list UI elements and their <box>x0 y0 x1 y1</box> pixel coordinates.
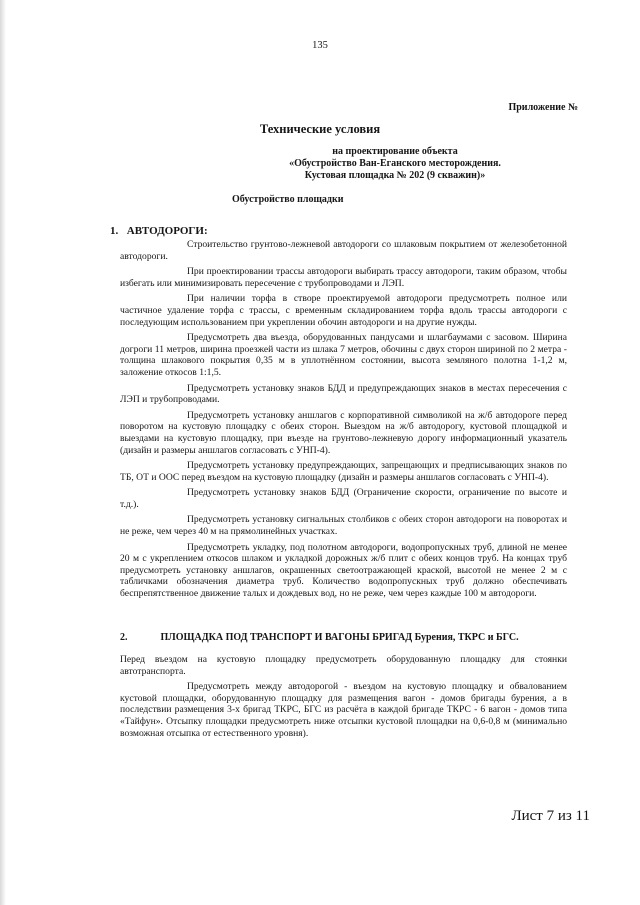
page-number: 135 <box>312 40 328 51</box>
section-2-number: 2. <box>120 632 128 643</box>
section-2-title: ПЛОЩАДКА ПОД ТРАНСПОРТ И ВАГОНЫ БРИГАД Бурения, ТКРС и БГС. <box>160 632 519 643</box>
paragraph: Предусмотреть два въезда, оборудованных пандусами и шлагбаумами с засовом. Ширина догроги 11 метров, ширина проезжей части из шлака 7 метров, обочины с двух сторон шириной по 2 метра - толщина шлакового покрытия 0,35 м в уплотнённом состоянии, высота земляного полотна 1-1,2 м, заложение откосов 1:1,5. <box>120 332 567 378</box>
paragraph: При проектировании трассы автодороги выбирать трассу автодороги, таким образом, чтобы избегать или минимизировать пересечение с трубопроводами и ЛЭП. <box>120 266 567 289</box>
paragraph: Предусмотреть установку знаков БДД (Ограничение скорости, ограничение по высоте и т.д.). <box>120 487 567 510</box>
paragraph: Предусмотреть установку предупреждающих, запрещающих и предписывающих знаков по ТБ, ОТ и ООС перед въездом на кустовую площадку (дизайн и размеры аншлагов согласовать с УНП-4). <box>120 460 567 483</box>
section-1-body <box>120 239 567 604</box>
sheet-number: Лист 7 из 11 <box>511 808 590 824</box>
section-2-body <box>120 654 567 743</box>
section-1-title: АВТОДОРОГИ: <box>126 225 208 237</box>
paragraph: Предусмотреть установку знаков БДД и предупреждающих знаков в местах пересечения с ЛЭП и трубопроводами. <box>120 382 567 406</box>
paragraph: Предусмотреть между автодорогой - въездом на кустовую площадку и обвалованием кустовой площадки, оборудованную площадку для размещения вагон - домов бригады бурения, а в последствии размещения 3-х бригад ТКРС, БГС из расчёта в каждой бригаде ТКРС - 6 вагон - домов типа «Тайфун». Отсыпку площадки предусмотреть ниже отсыпки кустовой площадки на 0,6-0,8 м (минимально возможная отсыпка от естественного уровня). <box>120 681 567 739</box>
section-1-number: 1. <box>110 225 119 237</box>
paragraph: При наличии торфа в створе проектируемой автодороги предусмотреть полное или частичное удаление торфа с трассы, с временным складированием торфа вдоль трассы автодороги с последующим использованием при укреплении обочин автодороги и на другие нужды. <box>120 293 567 328</box>
document-title: Технические условия <box>259 122 381 136</box>
appendix-label: Приложение № <box>508 102 578 113</box>
paragraph: Строительство грунтово-лежневой автодороги со шлаковым покрытием от железобетонной автодороги. <box>120 239 567 262</box>
subtitle-line-3: Кустовая площадка № 202 (9 скважин)» <box>304 170 486 181</box>
section-1-heading <box>110 225 208 237</box>
paragraph: Перед въездом на кустовую площадку предусмотреть оборудованную площадку для стоянки автотранспорта. <box>120 654 567 677</box>
paragraph: Предусмотреть укладку, под полотном автодороги, водопропускных труб, длиной не менее 20 м с укреплением откосов шлаком и укладкой дорожных ж/б плит с обеих концов труб. На концах труб предусмотреть установку аншлагов, окрашенных светоотражающей краской, высотой не менее 2 м с табличками обозначения диаметра труб. Количество водопропускных труб должно обеспечивать беспрепятственное движение талых и дождевых вод, но не реже, чем через каждые 100 м автодороги. <box>120 541 567 600</box>
section-2-heading <box>120 632 519 643</box>
paragraph: Предусмотреть установку сигнальных столбиков с обеих сторон автодороги на поворотах и не реже, чем через 40 м на прямолинейных участках. <box>120 514 567 538</box>
subtitle-line-2: «Обустройство Ван-Еганского месторождения. <box>289 158 501 169</box>
document-subtitle <box>215 146 575 182</box>
section-label: Обустройство площадки <box>232 194 344 205</box>
subtitle-line-1: на проектирование объекта <box>332 146 458 157</box>
paragraph: Предусмотреть установку аншлагов с корпоративной символикой на ж/б автодороге перед поворотом на кустовую площадку с обеих сторон. Выездом на ж/б автодорогу, кустовой площадкой и выездами на кустовую площадку, при въезде на грунтово-лежневую дорогу информационный указатель (дизайн и размеры аншлагов согласовать с УНП-4). <box>120 409 567 456</box>
